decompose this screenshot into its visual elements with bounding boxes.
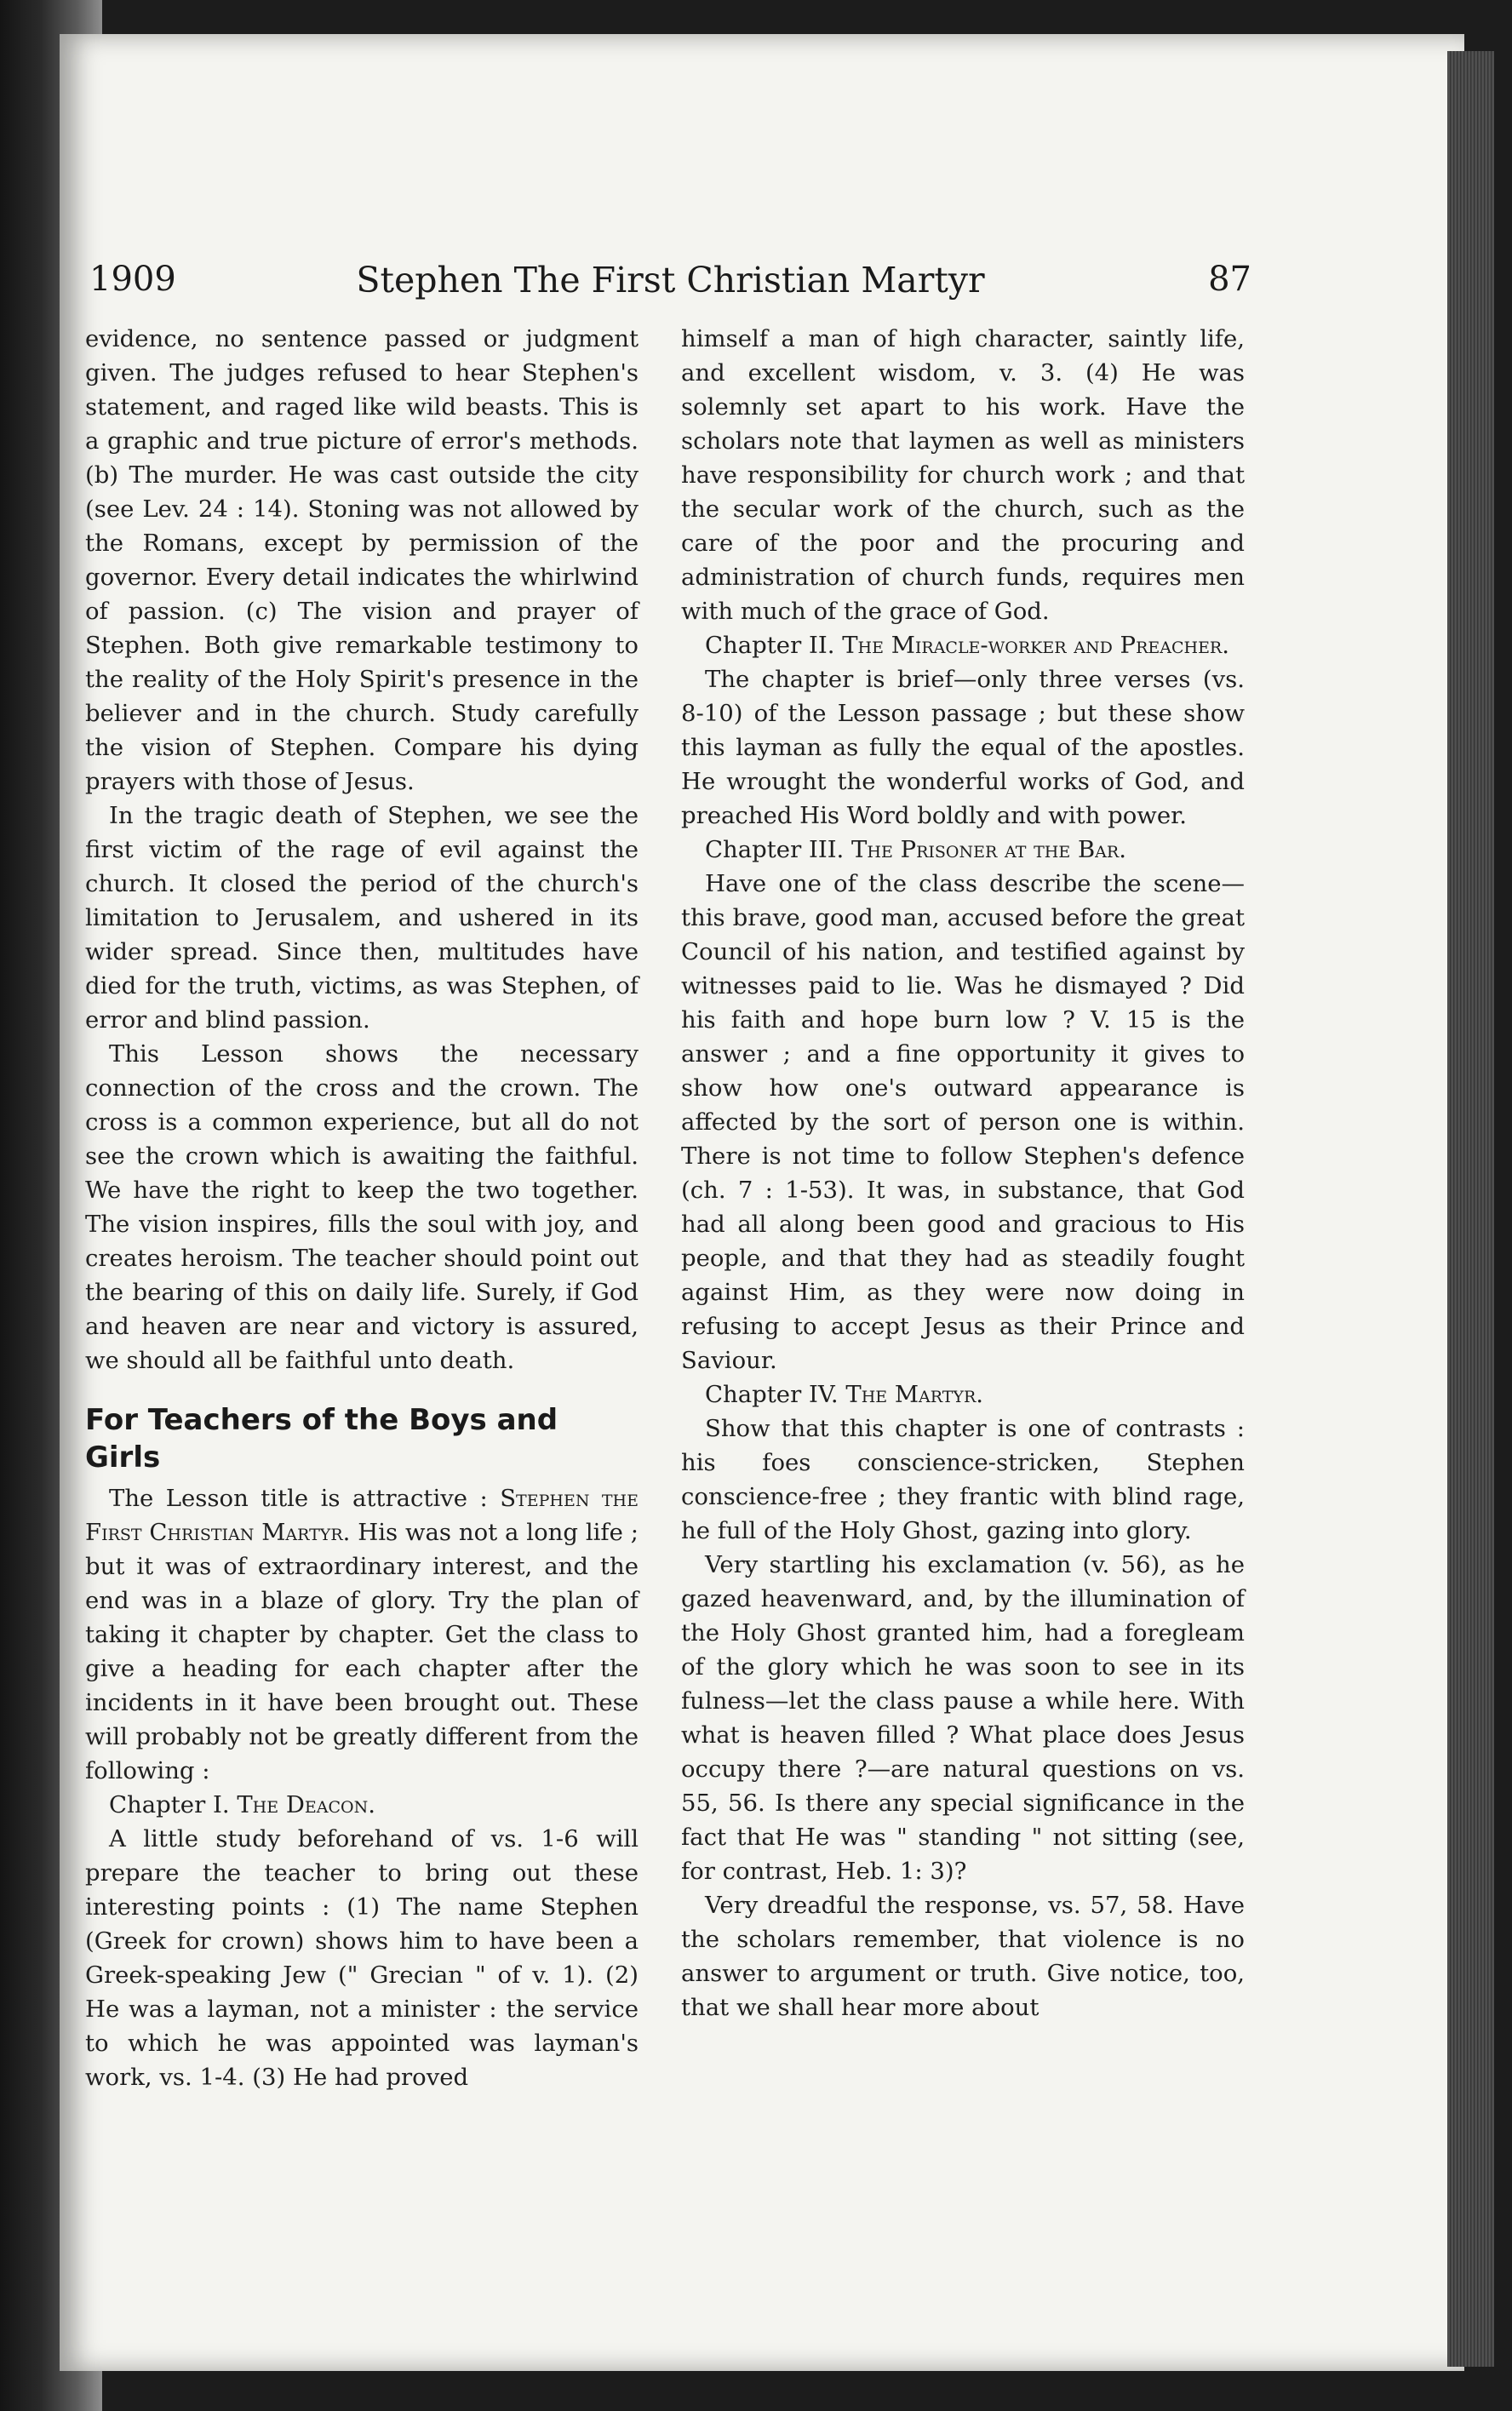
chapter-label: Chapter I.	[109, 1791, 238, 1818]
left-column	[85, 322, 639, 2094]
paragraph: himself a man of high character, saintly life, and excellent wisdom, v. 3. (4) He was solemnly set apart to his work. Have the scholars note that laymen as well as ministers have responsibility for church work ; and that the secular work of the church, such as the care of the poor and the procuring and administration of church funds, requires men with much of the grace of God.	[681, 325, 1245, 625]
chapter-title: The Miracle-worker and Preacher.	[842, 632, 1229, 659]
header-title: Stephen The First Christian Martyr	[356, 260, 985, 301]
paragraph: Very dreadful the response, vs. 57, 58. Have the scholars remember, that violence is no answer to argument or truth. Give notice, too, that we shall hear more about	[681, 1892, 1245, 2021]
paragraph: Have one of the class describe the scene—this brave, good man, accused before the great Council of his nation, and testified against by witnesses paid to lie. Was he dismayed ? Did his faith and hope burn low ? V. 15 is the answer ; and a fine opportunity it gives to show how one's outward appearance is affected by the sort of person one is within. There is not time to follow Stephen's defence (ch. 7 : 1-53). It was, in substance, that God had all along been good and gracious to His people, and that they had as steadily fought against Him, as they were now doing in refusing to accept Jesus as their Prince and Saviour.	[681, 870, 1245, 1374]
chapter-label: Chapter III.	[705, 836, 852, 863]
paragraph	[85, 1481, 639, 1788]
page-edges	[1447, 51, 1494, 2367]
paragraph: evidence, no sentence passed or judgment given. The judges refused to hear Stephen's statement, and raged like wild beasts. This is a graphic and true picture of error's methods. (b) The murder. He was cast outside the city (see Lev. 24 : 14). Stoning was not allowed by the Romans, except by permission of the governor. Every detail indicates the whirlwind of passion. (c) The vision and prayer of Stephen. Both give remarkable testimony to the reality of the Holy Spirit's presence in the believer and in the church. Study carefully the vision of Stephen. Compare his dying prayers with those of Jesus.	[85, 325, 639, 795]
chapter-heading	[681, 833, 1245, 867]
paragraph: Show that this chapter is one of contrasts : his foes conscience-stricken, Stephen conscience-free ; they frantic with blind rage, he full of the Holy Ghost, gazing into glory.	[681, 1415, 1245, 1544]
chapter-label: Chapter IV.	[705, 1381, 846, 1408]
chapter-heading	[85, 1788, 639, 1822]
chapter-label: Chapter II.	[705, 632, 843, 659]
paragraph: The chapter is brief—only three verses (vs. 8-10) of the Lesson passage ; but these show this layman as fully the equal of the apostles. He wrought the wonderful works of God, and preached His Word boldly and with power.	[681, 666, 1245, 829]
chapter-heading	[681, 1377, 1245, 1412]
running-header	[89, 260, 1251, 302]
paragraph: A little study beforehand of vs. 1-6 will prepare the teacher to bring out these interesting points : (1) The name Stephen (Greek for crown) shows him to have been a Greek-speaking Jew (" Grecian " of v. 1). (2) He was a layman, not a minister : the service to which he was appointed was layman's work, vs. 1-4. (3) He had proved	[85, 1825, 639, 2091]
chapter-title: The Prisoner at the Bar.	[851, 836, 1126, 863]
chapter-heading	[681, 628, 1245, 662]
header-year: 1909	[89, 260, 176, 299]
section-heading: For Teachers of the Boys and Girls	[85, 1403, 558, 1475]
lesson-title-smallcaps: Stephen the First Christian Martyr.	[85, 1485, 639, 1546]
page-number: 87	[1208, 260, 1251, 299]
text-run: The Lesson title is attractive :	[109, 1485, 501, 1512]
chapter-title: The Martyr.	[845, 1381, 984, 1408]
chapter-title: The Deacon.	[237, 1791, 375, 1818]
paragraph: Very startling his exclamation (v. 56), as he gazed heavenward, and, by the illumination of the Holy Ghost granted him, had a foregleam of the glory which he was soon to see in its fulness—let the class pause a while here. With what is heaven filled ? What place does Jesus occupy there ?—are natural questions on vs. 55, 56. Is there any special significance in the fact that He was " standing " not sitting (see, for contrast, Heb. 1: 3)?	[681, 1551, 1245, 1885]
paragraph: In the tragic death of Stephen, we see the first victim of the rage of evil against the church. It closed the period of the church's limitation to Jerusalem, and ushered in its wider spread. Since then, multitudes have died for the truth, victims, as was Stephen, of error and blind passion.	[85, 802, 639, 1034]
paragraph: This Lesson shows the necessary connection of the cross and the crown. The cross is a common experience, but all do not see the crown which is awaiting the faithful. We have the right to keep the two together. The vision inspires, fills the soul with joy, and creates heroism. The teacher should point out the bearing of this on daily life. Surely, if God and heaven are near and victory is assured, we should all be faithful unto death.	[85, 1040, 639, 1374]
text-run: His was not a long life ; but it was of extraordinary interest, and the end was in a blaze of glory. Try the plan of taking it chapter by chapter. Get the class to give a heading for each chapter after the incidents in it have been brought out. These will probably not be greatly different from the following :	[85, 1519, 639, 1784]
right-column	[681, 322, 1245, 2024]
